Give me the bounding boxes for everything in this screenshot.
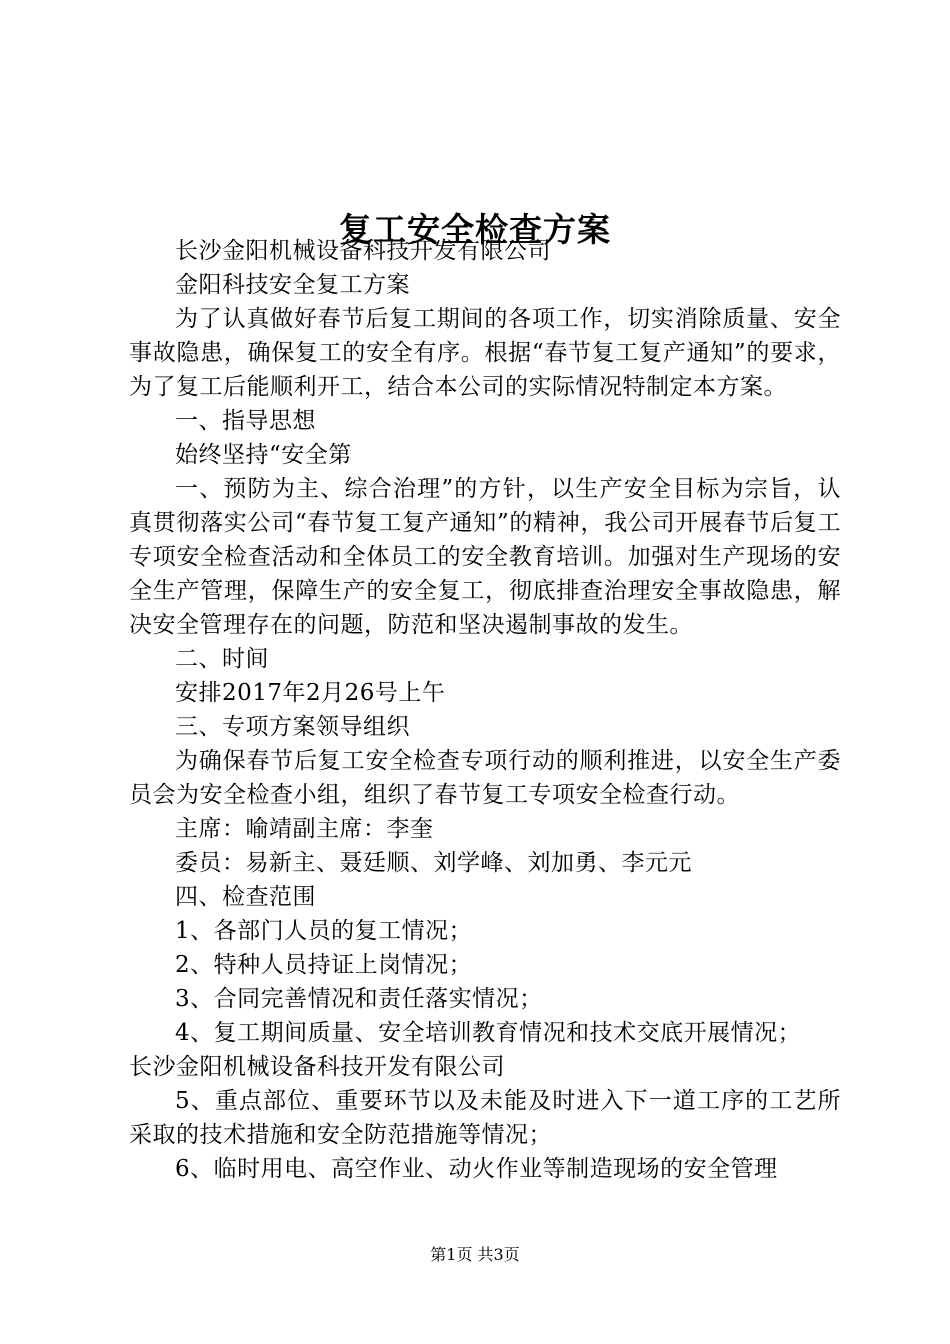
scope-item-5: 5、重点部位、重要环节以及未能及时进入下一道工序的工艺所采取的技术措施和安全防范措施等情况； xyxy=(129,1088,841,1148)
section-heading-leadership: 三、专项方案领导组织 xyxy=(175,714,410,740)
members-line: 委员：易新主、聂廷顺、刘学峰、刘加勇、李元元 xyxy=(175,850,692,876)
scope-item-4: 4、复工期间质量、安全培训教育情况和技术交底开展情况； xyxy=(175,1020,802,1046)
chairman-line: 主席：喻靖副主席：李奎 xyxy=(175,816,434,842)
company-name: 长沙金阳机械设备科技开发有限公司 xyxy=(175,238,551,264)
leadership-paragraph: 为确保春节后复工安全检查专项行动的顺利推进，以安全生产委员会为安全检查小组，组织了春节复工专项安全检查行动。 xyxy=(129,748,841,808)
time-arrangement: 安排2017年2月26号上午 xyxy=(175,680,446,706)
scope-item-6: 6、临时用电、高空作业、动火作业等制造现场的安全管理 xyxy=(175,1156,778,1182)
section-heading-scope: 四、检查范围 xyxy=(175,884,316,910)
document-title: 复工安全检查方案 xyxy=(339,210,611,250)
page-number-footer: 第1页 共3页 xyxy=(430,1245,520,1264)
guiding-ideology-paragraph: 一、预防为主、综合治理”的方针，以生产安全目标为宗旨，认真贯彻落实公司“春节复工复产通知”的精神，我公司开展春节后复工专项安全检查活动和全体员工的安全教育培训。加强对生产现场的安全生产管理，保障生产的安全复工，彻底排查治理安全事故隐患，解决安全管理存在的问题，防范和坚决遏制事故的发生。 xyxy=(129,476,841,638)
scope-item-2: 2、特种人员持证上岗情况； xyxy=(175,952,473,978)
scope-item-3: 3、合同完善情况和责任落实情况； xyxy=(175,986,543,1012)
company-name-repeat: 长沙金阳机械设备科技开发有限公司 xyxy=(129,1054,505,1080)
scope-item-1: 1、各部门人员的复工情况； xyxy=(175,918,473,944)
document-body xyxy=(129,234,841,1186)
section-heading-guiding-ideology: 一、指导思想 xyxy=(175,408,316,434)
plan-subtitle: 金阳科技安全复工方案 xyxy=(175,272,410,298)
intro-paragraph: 为了认真做好春节后复工期间的各项工作，切实消除质量、安全事故隐患，确保复工的安全有序。根据“春节复工复产通知”的要求，为了复工后能顺利开工，结合本公司的实际情况特制定本方案。 xyxy=(129,306,841,400)
guiding-ideology-lead: 始终坚持“安全第 xyxy=(175,442,352,468)
section-heading-time: 二、时间 xyxy=(175,646,269,672)
